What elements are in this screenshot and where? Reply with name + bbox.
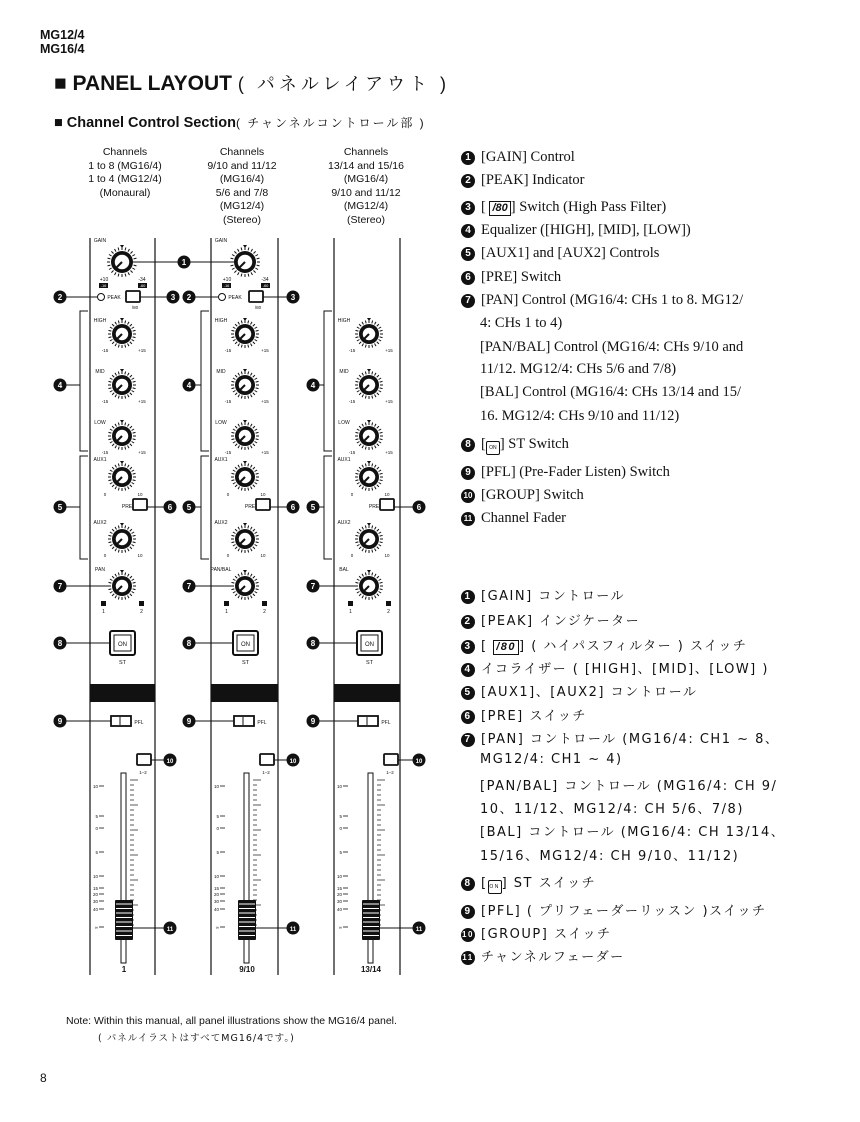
col2-aux2-knob	[231, 523, 259, 553]
col3-pan-knob	[355, 570, 383, 600]
col2-black-band	[211, 684, 278, 702]
col3-eq-min-0: -15	[348, 348, 356, 353]
col2-eq-max-0: +15	[261, 348, 269, 353]
col1-gain-label: GAIN	[93, 238, 107, 244]
legend-jp-7-line3: [PAN/BAL] コントロール (MG16/4: CH 9/	[480, 779, 778, 794]
col2-hpf-switch	[249, 291, 263, 302]
col1-gain-max: -34	[138, 277, 146, 283]
col3-scale-0: 10	[336, 784, 342, 789]
callout-9-0-num: 9	[57, 717, 63, 726]
col3-black-band	[334, 684, 400, 702]
col2-aux1-max: 10	[260, 492, 266, 497]
col2-peak-label: PEAK	[228, 295, 242, 301]
on-switch-icon-jp: ON	[488, 880, 502, 894]
col1-peak-led-icon	[98, 294, 105, 301]
col2-aux2-label: AUX2	[214, 520, 228, 526]
col3-scale-8: 40	[336, 907, 342, 912]
col1-aux1-max: 10	[137, 492, 143, 497]
legend-en-7-line6: 16. MG12/4: CHs 9/10 and 11/12)	[480, 408, 680, 424]
col2-scale-7: 30	[213, 899, 219, 904]
col1-eq-min-1: -15	[101, 399, 109, 404]
col3-on-label: ON	[365, 642, 374, 648]
col1-eq-knob-0	[108, 318, 136, 348]
col2-gain-min: +10	[222, 277, 232, 283]
col1-gain-knob	[107, 245, 137, 277]
col2-eq-min-0: -15	[224, 348, 232, 353]
col3-eq-label-0: HIGH	[337, 318, 351, 324]
legend-jp-4: 4 イコライザー ( [HIGH]、[MID]、[LOW] )	[461, 658, 769, 677]
col1-black-band	[90, 684, 155, 702]
col1-scale-7: 30	[92, 899, 98, 904]
legend-en-7-line2: 4: CHs 1 to 4)	[480, 315, 563, 331]
col2-peak-led-icon	[219, 294, 226, 301]
col2-heading: Channels 9/10 and 11/12 (MG16/4) 5/6 and 7/8 (MG12/4) (Stereo)	[207, 146, 277, 226]
col2-group-label: 1–2	[262, 770, 270, 775]
col1-scale-8: 40	[92, 907, 98, 912]
callout-6-1-num: 6	[290, 503, 296, 512]
col1-eq-knob-1	[108, 369, 136, 399]
col1-channel-number: 1	[121, 965, 127, 974]
col3-eq-label-2: LOW	[338, 420, 350, 426]
col1-aux-bracket	[80, 456, 88, 559]
col3-aux2-knob	[355, 523, 383, 553]
legend-jp-1: 1 [GAIN] コントロール	[461, 585, 625, 604]
col2-scale-0: 10	[213, 784, 219, 789]
legend-en-7-line5: [BAL] Control (MG16/4: CHs 13/14 and 15/	[480, 384, 741, 400]
page-title	[54, 70, 450, 96]
col3-eq-knob-0	[355, 318, 383, 348]
col1-st-label: ST	[118, 660, 127, 666]
legend-jp-6: 6 [PRE] スイッチ	[461, 705, 587, 724]
col1-gain-min: +10	[99, 277, 109, 283]
col2-eq-min-2: -15	[224, 450, 232, 455]
legend-jp-7-line5: [BAL] コントロール (MG16/4: CH 13/14、	[480, 825, 786, 840]
callout-6-0-num: 6	[167, 503, 173, 512]
col2-eq-knob-0	[231, 318, 259, 348]
col2-eq-knob-2	[231, 420, 259, 450]
col3-eq-knob-1	[355, 369, 383, 399]
col3-eq-label-1: MID	[339, 369, 349, 375]
col1-pfl-label: PFL	[134, 720, 144, 726]
col2-eq-label-0: HIGH	[214, 318, 228, 324]
col3-pan-r-mark	[386, 601, 391, 606]
callout-3-1-num: 3	[290, 293, 296, 302]
col1-aux2-max: 10	[137, 553, 143, 558]
col2-aux-bracket	[201, 456, 209, 559]
col3-pre-label: PRE	[368, 504, 380, 510]
note-en: Note: Within this manual, all panel illustrations show the MG16/4 panel.	[66, 1015, 397, 1027]
col2-eq-label-1: MID	[216, 369, 226, 375]
col2-pre-label: PRE	[244, 504, 256, 510]
col1-aux1-min: 0	[103, 492, 107, 497]
legend-en-4: 4 Equalizer ([HIGH], [MID], [LOW])	[461, 222, 691, 239]
col3-group-label: 1–2	[386, 770, 394, 775]
callout-8-0-num: 8	[57, 639, 63, 648]
col2-scale-4: 10	[213, 874, 219, 879]
col1-pan-l-mark	[101, 601, 106, 606]
col2-aux2-max: 10	[260, 553, 266, 558]
col3-eq-bracket	[324, 311, 332, 451]
callout-4-0-num: 4	[57, 381, 63, 390]
page-title-en: ■ PANEL LAYOUT	[54, 72, 232, 95]
legend-en-10: 10 [GROUP] Switch	[461, 487, 584, 504]
col1-gain-sub-r: -60	[139, 283, 146, 288]
col3-pan-left-num: 1	[349, 609, 352, 615]
col1-eq-label-1: MID	[95, 369, 105, 375]
col2-eq-knob-1	[231, 369, 259, 399]
col3-scale-5: 15	[336, 886, 342, 891]
legend-jp-3: 3 [ /80 ] ( ハイパスフィルター ) スイッチ	[461, 635, 747, 655]
col3-aux2-label: AUX2	[337, 520, 351, 526]
col2-gain-label: GAIN	[214, 238, 228, 244]
callout-11-2-num: 11	[415, 927, 423, 933]
col2-eq-min-1: -15	[224, 399, 232, 404]
callout-6-2-num: 6	[416, 503, 422, 512]
col1-scale-9: ∞	[94, 925, 98, 930]
col3-eq-max-0: +15	[385, 348, 393, 353]
col3-scale-2: 0	[339, 826, 342, 831]
col3-aux2-max: 10	[384, 553, 390, 558]
callout-8-2-num: 8	[310, 639, 316, 648]
col1-aux2-knob	[108, 523, 136, 553]
col2-aux1-min: 0	[226, 492, 230, 497]
col1-pfl-switch	[111, 716, 131, 726]
col3-pfl-switch	[358, 716, 378, 726]
section-title-jp: ( チャンネルコントロール部 )	[235, 116, 426, 130]
legend-en-5: 5 [AUX1] and [AUX2] Controls	[461, 245, 659, 262]
col1-on-label: ON	[118, 642, 127, 648]
section-title	[54, 114, 426, 131]
section-title-en: ■ Channel Control Section	[54, 115, 236, 131]
col1-eq-max-0: +15	[138, 348, 146, 353]
col1-gain-sub-l: -16	[100, 283, 107, 288]
legend-en-7-line4: 11/12. MG12/4: CHs 5/6 and 7/8)	[480, 361, 677, 377]
legend-jp-9: 9 [PFL] ( プリフェーダーリッスン )スイッチ	[461, 900, 767, 919]
col1-eq-label-0: HIGH	[93, 318, 107, 324]
col2-aux1-label: AUX1	[214, 457, 228, 463]
col1-scale-2: 0	[95, 826, 98, 831]
col2-scale-9: ∞	[215, 925, 219, 930]
col2-pan-knob	[231, 570, 259, 600]
callout-10-2-num: 10	[415, 759, 423, 765]
col2-scale-5: 15	[213, 886, 219, 891]
col1-eq-max-1: +15	[138, 399, 146, 404]
col1-hpf-label: /80	[131, 305, 139, 310]
col2-eq-bracket	[201, 311, 209, 451]
col1-group-label: 1–2	[139, 770, 147, 775]
col2-gain-sub-l: -16	[223, 283, 230, 288]
col3-channel-number: 13/14	[360, 965, 382, 974]
col3-pfl-label: PFL	[381, 720, 391, 726]
col3-eq-min-2: -15	[348, 450, 356, 455]
col1-scale-6: 20	[92, 892, 98, 897]
legend-jp-7-line4: 10、11/12、MG12/4: CH 5/6、7/8)	[480, 802, 744, 817]
col2-pan-right-num: 2	[263, 609, 266, 615]
col2-scale-8: 40	[213, 907, 219, 912]
col1-hpf-switch	[126, 291, 140, 302]
col2-pan-left-num: 1	[225, 609, 228, 615]
col3-heading: Channels 13/14 and 15/16 (MG16/4) 9/10 and 11/12 (MG12/4) (Stereo)	[328, 146, 404, 226]
col1-eq-knob-2	[108, 420, 136, 450]
legend-jp-5: 5 [AUX1]、[AUX2] コントロール	[461, 681, 697, 700]
col2-pan-r-mark	[262, 601, 267, 606]
col2-aux1-knob	[231, 461, 259, 491]
col3-scale-4: 10	[336, 874, 342, 879]
callout-3-0-num: 3	[170, 293, 176, 302]
callout-7-2-num: 7	[310, 582, 316, 591]
col3-scale-1: 5	[339, 814, 342, 819]
col1-pan-r-mark	[139, 601, 144, 606]
col2-eq-max-2: +15	[261, 450, 269, 455]
channel-strips-diagram	[0, 230, 460, 990]
col1-eq-bracket	[80, 311, 88, 451]
col1-fader-cap	[115, 900, 133, 940]
callout-10-0-num: 10	[166, 759, 174, 765]
legend-en-8: 8 [ ON ] ST Switch	[461, 436, 569, 455]
legend-en-9: 9 [PFL] (Pre-Fader Listen) Switch	[461, 464, 670, 481]
col2-on-label: ON	[241, 642, 250, 648]
legend-jp-2: 2 [PEAK] インジケーター	[461, 610, 640, 629]
legend-jp-7: 7 [PAN] コントロール (MG16/4: CH1 ~ 8、	[461, 728, 779, 747]
callout-11-0-num: 11	[166, 927, 174, 933]
col1-eq-max-2: +15	[138, 450, 146, 455]
col1-scale-0: 10	[92, 784, 98, 789]
col1-aux2-label: AUX2	[93, 520, 107, 526]
hpf-icon: /80	[489, 201, 510, 216]
col3-eq-max-1: +15	[385, 399, 393, 404]
col1-pre-switch	[133, 499, 147, 510]
col3-pan-right-num: 2	[387, 609, 390, 615]
col3-aux1-knob	[355, 461, 383, 491]
col3-scale-3: 5	[339, 850, 342, 855]
callout-5-2-num: 5	[310, 503, 316, 512]
col3-eq-min-1: -15	[348, 399, 356, 404]
col2-fader-cap	[238, 900, 256, 940]
col1-heading: Channels 1 to 8 (MG16/4) 1 to 4 (MG12/4) (Monaural)	[88, 146, 162, 199]
col2-scale-2: 0	[216, 826, 219, 831]
col1-eq-label-2: LOW	[94, 420, 106, 426]
col2-scale-1: 5	[216, 814, 219, 819]
col3-fader-cap	[362, 900, 380, 940]
col1-pan-right-num: 2	[140, 609, 143, 615]
legend-en-7: 7 [PAN] Control (MG16/4: CHs 1 to 8. MG12/	[461, 292, 743, 309]
col1-scale-1: 5	[95, 814, 98, 819]
callout-5-0-num: 5	[57, 503, 63, 512]
callout-5-1-num: 5	[186, 503, 192, 512]
col3-pan-l-mark	[348, 601, 353, 606]
col1-pre-label: PRE	[121, 504, 133, 510]
col2-scale-3: 5	[216, 850, 219, 855]
legend-en-7-line3: [PAN/BAL] Control (MG16/4: CHs 9/10 and	[480, 339, 744, 355]
col3-aux1-label: AUX1	[337, 457, 351, 463]
hpf-icon-jp: /80	[493, 640, 519, 655]
col1-group-switch	[137, 754, 151, 765]
callout-11-1-num: 11	[289, 927, 297, 933]
legend-en-1: 1 [GAIN] Control	[461, 149, 575, 166]
callout-2-0-num: 2	[57, 293, 63, 302]
col2-gain-max: -34	[261, 277, 269, 283]
col3-pre-switch	[380, 499, 394, 510]
callout-8-1-num: 8	[186, 639, 192, 648]
col2-pan-l-mark	[224, 601, 229, 606]
col2-eq-max-1: +15	[261, 399, 269, 404]
col2-pan-label: PAN/BAL	[210, 567, 232, 573]
col2-eq-label-2: LOW	[215, 420, 227, 426]
col3-scale-9: ∞	[338, 925, 342, 930]
model-name-2: MG16/4	[40, 42, 85, 56]
callout-9-2-num: 9	[310, 717, 316, 726]
page-number: 8	[40, 1071, 47, 1085]
col1-scale-4: 10	[92, 874, 98, 879]
callout-2-1-num: 2	[186, 293, 192, 302]
callout-1-num: 1	[181, 258, 187, 267]
callout-7-1-num: 7	[186, 582, 192, 591]
col3-aux1-max: 10	[384, 492, 390, 497]
callout-10-1-num: 10	[289, 759, 297, 765]
legend-en-2: 2 [PEAK] Indicator	[461, 172, 584, 189]
legend-en-11: 11 Channel Fader	[461, 510, 566, 527]
legend-en-3: 3 [ /80 ] Switch (High Pass Filter)	[461, 199, 666, 216]
legend-en-6: 6 [PRE] Switch	[461, 269, 561, 286]
col1-pan-left-num: 1	[102, 609, 105, 615]
col1-pan-knob	[108, 570, 136, 600]
note-jp: ( パネルイラストはすべてMG16/4です。)	[98, 1033, 295, 1044]
callout-7-0-num: 7	[57, 582, 63, 591]
on-switch-icon: ON	[486, 441, 500, 455]
col3-eq-knob-2	[355, 420, 383, 450]
col1-pan-label: PAN	[95, 567, 105, 573]
legend-jp-10: 10 [GROUP] スイッチ	[462, 927, 612, 942]
col1-eq-min-2: -15	[101, 450, 109, 455]
col1-eq-min-0: -15	[101, 348, 109, 353]
col1-aux1-knob	[108, 461, 136, 491]
col3-aux2-min: 0	[350, 553, 354, 558]
callout-4-1-num: 4	[186, 381, 192, 390]
col1-scale-3: 5	[95, 850, 98, 855]
col3-scale-6: 20	[336, 892, 342, 897]
col2-pfl-label: PFL	[257, 720, 267, 726]
col2-hpf-label: /80	[254, 305, 262, 310]
legend-jp-7-line6: 15/16、MG12/4: CH 9/10、11/12)	[480, 849, 740, 864]
col2-st-label: ST	[241, 660, 250, 666]
col2-group-switch	[260, 754, 274, 765]
col2-channel-number: 9/10	[239, 965, 255, 974]
page-title-jp: ( パネルレイアウト )	[237, 74, 450, 94]
legend-jp-7-line2: MG12/4: CH1 ~ 4)	[480, 752, 623, 767]
legend-jp-8: 8 [ ON ] ST スイッチ	[461, 872, 596, 894]
col1-aux1-label: AUX1	[93, 457, 107, 463]
col3-eq-max-2: +15	[385, 450, 393, 455]
model-name-1: MG12/4	[40, 28, 85, 42]
col3-scale-7: 30	[336, 899, 342, 904]
col1-scale-5: 15	[92, 886, 98, 891]
col3-group-switch	[384, 754, 398, 765]
col2-pre-switch	[256, 499, 270, 510]
col3-aux1-min: 0	[350, 492, 354, 497]
col3-st-label: ST	[365, 660, 374, 666]
legend-jp-11: 11 チャンネルフェーダー	[462, 950, 625, 965]
col3-pan-label: BAL	[339, 567, 349, 573]
callout-9-1-num: 9	[186, 717, 192, 726]
col3-aux-bracket	[324, 456, 332, 559]
col2-gain-sub-r: -60	[262, 283, 269, 288]
col1-aux2-min: 0	[103, 553, 107, 558]
col2-gain-knob	[230, 245, 260, 277]
col1-peak-label: PEAK	[107, 295, 121, 301]
col2-scale-6: 20	[213, 892, 219, 897]
col2-pfl-switch	[234, 716, 254, 726]
callout-4-2-num: 4	[310, 381, 316, 390]
col2-aux2-min: 0	[226, 553, 230, 558]
